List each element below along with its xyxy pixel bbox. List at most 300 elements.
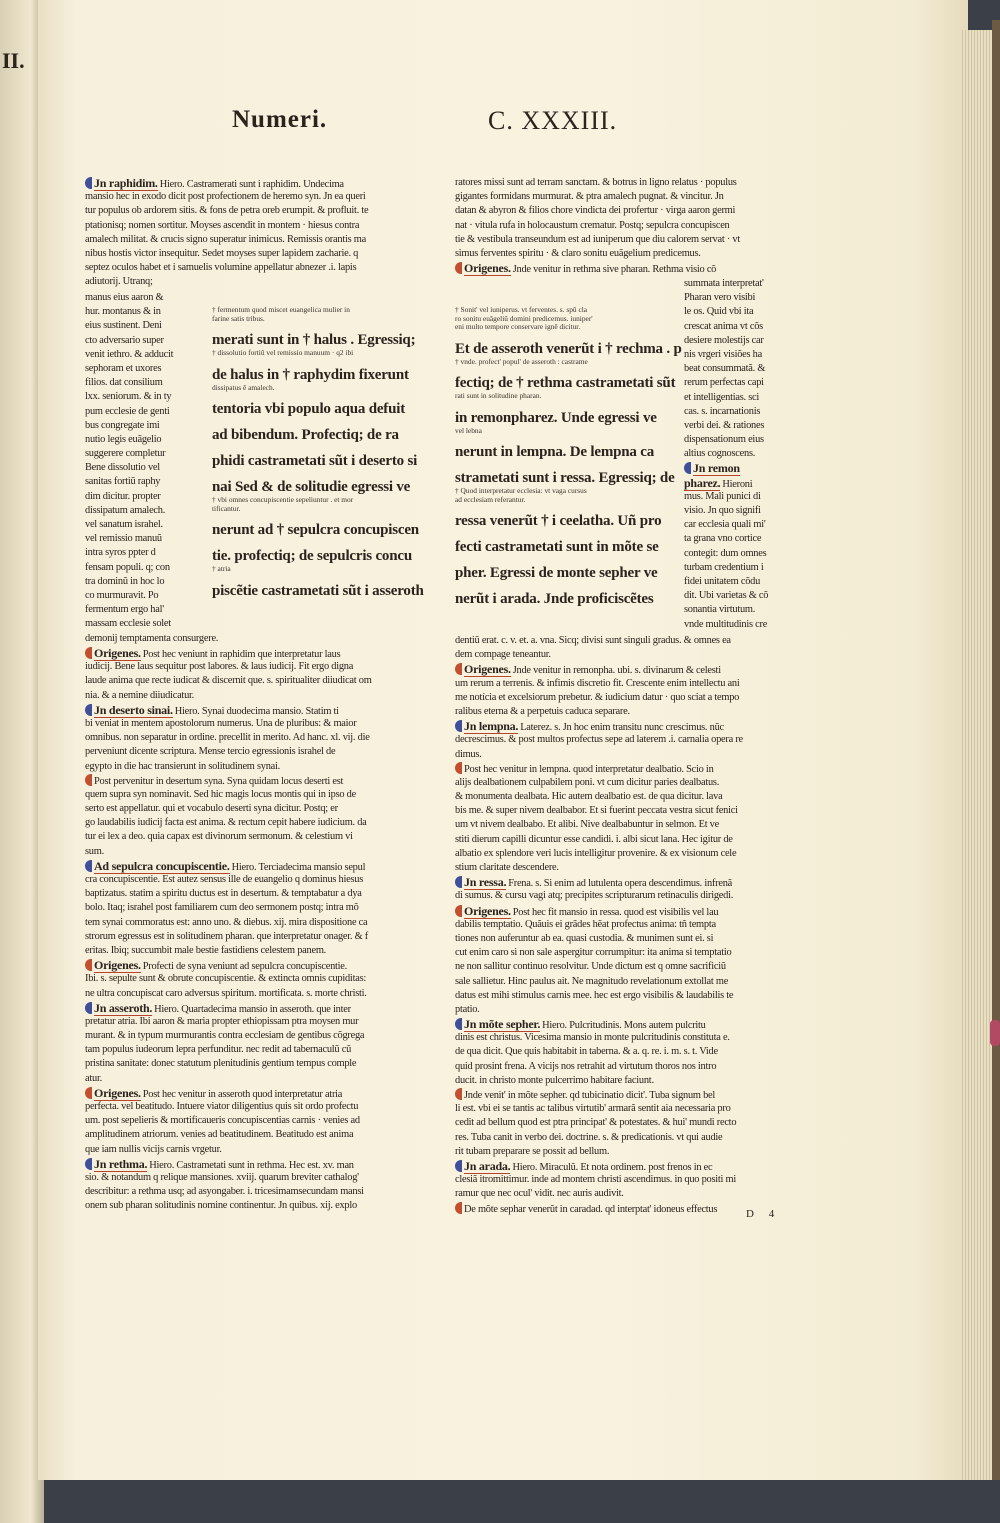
line-text: bis me. & super nivem dealbabor. Et si fuerint peccata vestra sicut fenici [455,805,738,817]
text-line [455,1102,783,1116]
line-text: altius cognoscens. [684,448,756,460]
text-line [85,291,181,305]
text-line [455,776,783,790]
text-line [455,1074,783,1088]
text-line [85,944,407,958]
text-line [85,1057,407,1071]
line-text: iudicij. Bene laus sequitur post labores. & laus iudicij. Fit ergo digna [85,661,354,673]
line-text: De mõte sephar venerũt in caradad. qd interptat' idoneus effectus [464,1203,718,1215]
line-text: datus est mihi stimulus carnis mee. hec est ergo visibilis & laudabilis te [455,989,734,1001]
left-bridge-line [85,632,407,646]
text-line [85,1199,407,1213]
text-line [85,816,407,830]
rubric-heading: Origenes. [464,261,511,276]
text-line [85,1114,407,1128]
line-text: perveniunt dicente scriptura. Mense tercio egressionis israhel de [85,746,336,758]
line-text: sonantia virtutum. [684,604,756,616]
text-line [455,1045,783,1059]
line-text: Jnde venitur in rethma sive pharan. Rethma visio cõ [512,264,717,276]
line-text: nis vrgeri visiões ha [684,348,762,360]
scripture-line: phidi castrametati sũt i deserto si [212,453,418,469]
scripture-line: in remonpharez. Unde egressi ve [455,409,657,426]
text-line [684,405,784,419]
text-line [455,204,783,218]
text-line [455,804,783,818]
line-text: um. post sepelieris & mortificaueris concupiscentias carnis · venies ad [85,1115,360,1127]
scripture-line: merati sunt in † halus . Egressiq; [212,332,416,348]
text-line [455,719,783,733]
line-text: turbam credentium i [684,561,764,573]
line-text: um rerum a terrenis. & infimis discretio fit. Crescente enim intellectu ani [455,677,740,689]
line-text: ducit. in christo monte pulcerrimo habitare faciunt. [455,1074,654,1086]
text-line [455,705,783,719]
text-line [85,717,407,731]
line-text: sale sallietur. Hinc paulus ait. Ne magnitudo revelationum extollat me [455,975,729,987]
text-line [85,802,407,816]
line-text: bi veniat in mentem apostolorum numerus. Una de pluribus: & maior [85,717,357,729]
line-text: pretatur atria. Ibi aaron & maria propter ethiopissam ptra moysen mur [85,1015,359,1027]
paragraph-initial-icon [85,704,92,716]
line-text: vel remissio manuũ [85,533,162,545]
scripture-line: de halus in † raphydim fixerunt [212,366,409,383]
line-text: Post hec venitur in asseroth quod interpretatur atria [142,1088,343,1100]
text-line [85,603,181,617]
line-text: nat · vitula rufa in holocaustum crematur. Postq; sepulcra concupiscen [455,219,730,231]
text-line [85,689,407,703]
line-text: Hiero. Castramerati sunt i raphidim. Undecima [159,179,344,190]
line-text: baptizatus. statim a spiritu ductus est in desertum. & temptabatur a dya [85,888,362,900]
text-line [85,546,181,560]
text-line [85,774,407,788]
line-text: dit. Ubi varietas & cõ [684,590,769,602]
line-text: tiones non auferuntur ab ea. quasi custodia. & munimen sunt ei. si [455,932,714,944]
text-line [684,362,784,376]
right-column-intro [455,176,783,275]
text-line [85,405,181,419]
text-line [85,617,181,631]
line-text: perfecta. vel beatitudo. Intuere viator diligentius quis sit ordo profectu [85,1101,359,1112]
line-text: eritas. Ibiq; succumbit male bestie fastidiens celestem panem. [85,944,327,956]
text-line [85,703,407,717]
text-line [455,960,783,974]
left-biblical-text [212,305,424,600]
text-line [455,1145,783,1159]
line-text: tam populus iudeorum lepra perfunditur. nec redit ad tabernaculũ cũ [85,1044,352,1056]
paragraph-initial-icon [455,1088,462,1100]
line-text: omnibus. non separatur in ordine. precellit in merito. Ad hanc. xl. vij. die [85,732,370,744]
text-line [455,1116,783,1130]
text-line [455,1060,783,1074]
text-line [85,204,407,218]
line-text: serto est appellatur. qui et vocabulo deserti syna dicitur. Postq; er [85,803,338,815]
line-text: stiti dierum capilli dicuntur esse candidi. i. albi sicut lana. Hec igitur de [455,833,733,845]
text-line [455,818,783,832]
line-text: cto adversario super [85,334,164,346]
line-text: albatio ex splendore veri lucis intelligitur provenire. & ex visionum cele [455,847,737,859]
paragraph-initial-icon [455,1202,462,1214]
paragraph-initial-icon [85,774,92,786]
line-text: cra concupiscentie. Est autez sensus ille de euangelio q dominus hiesus [85,874,364,885]
text-line [684,391,784,405]
line-text: li est. vbi ei se tantis ac talibus virtutib' armarã sentit aia necessaria pro [455,1103,731,1115]
scripture-line: fectiq; de † rethma castrametati sũt [455,375,676,391]
text-line [85,233,407,247]
line-text: go laudabilis iudicij facta est anima. & rectum cepit habere iudicium. da [85,817,367,829]
text-line [455,1173,783,1187]
text-line [85,887,407,901]
line-text: Post pervenitur in desertum syna. Syna quidam locus deserti est [94,775,344,787]
line-text: nutio legis euãgelio [85,433,162,445]
line-text: de qua dicit. Que quis habitabit in taberna. & a. q. re. i. m. s. t. Vide [455,1046,718,1058]
right-margin-commentary [684,277,784,632]
interlinear-gloss: † vnde. profect' popul' de asseroth : castrame [455,356,588,366]
text-line [455,677,783,691]
interlinear-gloss: eni multo tempore conservare ignẽ dicitur. [455,322,581,331]
paragraph-initial-icon [85,1158,92,1170]
text-line [455,1159,783,1173]
text-line [85,1001,407,1015]
text-line [455,975,783,989]
line-text: sum. [85,845,104,857]
text-line [684,461,784,475]
paragraph-initial-icon [455,262,462,274]
text-line [455,790,783,804]
scripture-line: tie. profectiq; de sepulcris concu [212,548,412,564]
line-text: dinis est christus. Vicesima mansio in monte pulcritudinis constituta e. [455,1032,730,1044]
line-text: hur. montanus & in [85,306,161,318]
text-line [684,532,784,546]
text-line [85,1100,407,1114]
interlinear-gloss: † dissolutio fortiũ vel remissio manuum · q2 ibi [212,348,354,357]
line-text: suggerere completur [85,448,166,460]
line-text: co murmuravit. Po [85,589,159,601]
scripture-line: nerũt i arada. Jnde proficiscẽtes [455,591,654,607]
line-text: intra syros ppter d [85,547,156,559]
text-line [455,261,783,275]
line-text: lxx. seniorum. & in ty [85,391,172,403]
line-text: Post hec fit mansio in ressa. quod est visibilis vel lau [512,906,719,918]
text-line [684,561,784,575]
text-line [455,233,783,247]
line-text: cut enim caro si non sale aspergitur corrumpitur: ita anima si temptatio [455,947,732,959]
line-text: beat consummatã. & [684,363,766,375]
text-line [85,859,407,873]
line-text: visio. Jn quo signifi [684,505,761,516]
line-text: Hiero. Terciadecima mansio sepul [231,861,366,873]
line-text: Jnde venit' in mõte sepher. qd tubicinatio dicit'. Tuba signum bel [464,1090,716,1101]
text-line [85,447,181,461]
line-text: me notícia et excelsiorum prebetur. & iudicium datur · quo sciat a tempo [455,691,740,703]
line-text: & monumenta dealbata. Hic autem dealbatio est. de qua dicitur. lava [455,791,723,803]
interlinear-gloss: † atria [212,564,231,573]
scripture-line: piscẽtie castrametati sũt i asseroth [212,582,424,599]
interlinear-gloss: vel lebna [455,425,482,435]
line-text: massam ecclesie solet [85,618,171,630]
line-text: clesiã itromittimur. inde ad montem christi ascendimus. in quo positi mi [455,1174,736,1186]
text-line [85,190,407,204]
paragraph-initial-icon [455,1018,462,1030]
text-line [85,275,407,289]
rubric-heading: Jn arada. [464,1158,511,1173]
left-column-intro [85,176,407,290]
line-text: contegit: dum omnes [684,547,767,559]
text-line [85,830,407,844]
line-text: Profecti de syna veniunt ad sepulcra concupiscentie. [142,961,348,973]
paragraph-initial-icon [455,905,462,917]
text-line [85,1043,407,1057]
interlinear-gloss: tificantur. [212,503,241,513]
text-line [684,476,784,490]
line-text: desiere molestijs car [684,334,764,346]
text-line [455,662,783,676]
line-text: cas. s. incarnationis [684,405,761,417]
text-line [85,760,407,774]
rubric-heading: Jn ressa. [464,875,507,890]
text-line [455,918,783,932]
text-line [684,320,784,334]
scripture-line: pher. Egressi de monte sepher ve [455,565,658,581]
text-line [455,1131,783,1145]
text-line [455,847,783,861]
text-line [684,291,784,305]
line-text: dimus. [455,748,482,760]
line-text: tem synai commoratus est: anno uno. & diebus. xij. mira dispositione ca [85,916,368,928]
line-text: quem supra syn nominavit. Sed hic magis locus montis qui in ipso de [85,788,356,800]
text-line [684,376,784,390]
line-text: ne ultra concupiscat caro adversus spiritum. mortificata. s. morte christi. [85,987,367,999]
line-text: summata interpretat' [684,278,764,289]
rubric-heading: Jn raphidim. [94,176,158,190]
rubric-heading: Jn mõte sepher. [464,1017,541,1032]
text-line [684,419,784,433]
line-text: tie & vestibula transeundum est ad iuniperum que diu calorem servat · vt [455,233,740,245]
text-line [455,1187,783,1201]
line-text: atur. [85,1072,102,1084]
line-text: mansio hec in exodo dicit post profectionem de heremo syn. Jn ea queri [85,191,366,203]
text-line [455,176,783,190]
text-line [85,845,407,859]
interlinear-gloss: † Sonit' vel iuniperus. vt ferventes. s. spũ cla [455,305,588,314]
bookmark-ribbon [990,1020,1000,1046]
scripture-line: fecti castrametati sunt in mõte se [455,539,659,555]
text-line [455,648,783,662]
text-line [85,745,407,759]
text-line [455,989,783,1003]
text-line [85,261,407,275]
line-text: Frena. s. Si enim ad lutulenta opera descendimus. infrenã [508,878,733,890]
line-text: quid prosint frena. A vicijs nos retrahit ad virtutum thoros nos intro [455,1060,717,1072]
text-line [85,788,407,802]
rubric-heading: Origenes. [94,1085,141,1100]
line-text: onem sub pharan solitudinis nomine continentur. Jn quibus. xij. explo [85,1200,357,1212]
text-line [455,1003,783,1017]
line-text: simus ferventes spiritu · & claro sonitu euãgelium predicemus. [455,247,701,259]
rubric-heading: Origenes. [94,958,141,973]
line-text: sanitas fortiũ raphy [85,476,161,488]
text-line [455,946,783,960]
line-text: laude anima que recte iudicat & discernit que. s. spiritualiter diiudicat om [85,675,372,687]
text-line [85,972,407,986]
text-line [455,733,783,747]
text-line [85,1157,407,1171]
text-line [455,1202,783,1216]
text-line [85,475,181,489]
signature-mark: D 4 [746,1208,781,1220]
line-text: amalech militat. & crucis signo superatur inimicus. Remissis orantis ma [85,233,366,245]
interlinear-gloss: † vbi omnes concupiscentie sepeliuntur . et mor [212,495,354,504]
text-line [684,433,784,447]
line-text: datan & abyron & filios chore vindicta dei profertur · virga aaron germi [455,205,736,217]
text-line [85,958,407,972]
text-line [85,901,407,915]
line-text: tra dominũ in hoc lo [85,575,165,587]
text-line [85,532,181,546]
text-line [684,547,784,561]
text-line [85,660,407,674]
scripture-line: ad bibendum. Profectiq; de ra [212,427,399,443]
paragraph-initial-icon [455,876,462,888]
text-line [85,987,407,1001]
text-line [85,518,181,532]
text-line [85,504,181,518]
interlinear-gloss: farine satis tribus. [212,313,265,323]
line-text: ne non sallitur continuo resolvitur. Unde dictum est q omne sacrificiũ [455,961,726,973]
line-text: decrescimus. & post multos profectus sepe ad laterem .i. carnalia opera re [455,734,743,746]
line-text: car ecclesia quali mi' [684,519,766,531]
line-text: ptatio. [455,1003,480,1015]
line-text: dabilis temptatio. Quãuis ei grãdes hẽat profectus anima: tñ tempta [455,918,716,930]
paragraph-initial-icon [85,959,92,971]
text-line [455,889,783,903]
rubric-heading: Origenes. [464,662,511,677]
line-text: res. Tuba canit in verbo dei. doctrine. s. & predicationis. vt qui audie [455,1131,723,1143]
text-line [455,833,783,847]
text-line [85,247,407,261]
text-line [85,916,407,930]
text-line [85,873,407,887]
line-text: describitur: a rethma usq; ad asyongaber. i. tricesimamsecundam mansi [85,1186,364,1198]
line-text: Jnde venitur in remonpha. ubi. s. divinarum & celesti [512,665,721,677]
text-line [684,447,784,461]
text-line [684,618,784,632]
paragraph-initial-icon [684,462,691,474]
line-text: Bene dissolutio vel [85,462,160,474]
text-line [85,731,407,745]
text-line [455,691,783,705]
line-text: vnde multitudinis cre [684,618,768,630]
line-text: crescat anima vt cõs [684,320,763,332]
text-line [85,930,407,944]
line-text: Hieroni [722,478,753,490]
line-text: di sumus. & cursu vagi atq; precipites scripturarum retinaculis dirigedi. [455,890,734,902]
scripture-line: nerunt ad † sepulcra concupiscen [212,522,419,538]
text-line [85,1086,407,1100]
line-text: septez oculos habet et i samuelis volumine appellatur abnezer .i. lapis [85,262,357,274]
line-text: dentiũ erat. c. v. et. a. vna. Sicq; divisi sunt singuli gradus. & omnes ea [455,635,731,646]
text-line [85,674,407,688]
scripture-line: tentoria vbi populo aqua defuit [212,401,406,417]
line-text: dissipatum amalech. [85,504,166,516]
line-text: Post hec venitur in lempna. quod interpretatur dealbatio. Scio in [464,763,714,775]
line-text: Post hec veniunt in raphidim que interpretatur laus [142,649,341,660]
text-line [684,277,784,291]
line-text: rerum perfectas capi [684,377,764,389]
line-text: Hiero. Quartadecima mansio in asseroth. que inter [154,1003,351,1015]
interlinear-gloss: rati sunt in solitudine pharan. [455,391,542,400]
book-cover-edge [992,20,1000,1480]
text-line [85,433,181,447]
paragraph-initial-icon [455,762,462,774]
text-line [455,875,783,889]
text-line [85,575,181,589]
line-text: um vt nivem dealbabo. Et alibi. Nive dealbabuntur in selmon. Et ve [455,819,719,831]
line-text: adiutorij. Utranq; [85,276,153,288]
right-column-commentary [455,634,783,1216]
line-text: pristina sanitate: donec statutum plenitudinis gentium tempus comple [85,1058,357,1070]
rubric-heading: Origenes. [464,903,511,918]
line-text: filios. dat consilium [85,377,163,389]
text-line [85,390,181,404]
text-line [455,190,783,204]
right-biblical-text [455,305,682,608]
line-text: stium claritate descendere. [455,862,559,873]
text-line [85,1143,407,1157]
line-text: le os. Quid vbi ita [684,306,754,318]
line-text: rit tubam preparare se possit ad bellum. [455,1145,610,1157]
text-line [455,219,783,233]
line-text: bus congregate imi [85,419,160,431]
rubric-heading: Jn lempna. [464,719,519,734]
rubric-heading: Jn asseroth. [94,1000,153,1015]
rubric-heading: Origenes. [94,646,141,660]
text-line [85,1072,407,1086]
text-line [684,504,784,518]
line-text: Hiero. Miraculũ. Et nota ordinem. post frenos in ec [512,1161,713,1173]
text-line [684,518,784,532]
running-head-chapter: C. XXXIII. [488,106,618,135]
line-text: ptationisq; nomen sortitur. Moyses ascendit in montem · hiesus contra [85,219,360,231]
rubric-heading: pharez. [684,475,721,490]
line-text: nibus hostis victor insequitur. Sedet moyses super lapidem zacharie. q [85,247,359,259]
text-line [684,603,784,617]
line-text: strorum egressus est in solitudinem pharan. que interpretatur onager. & f [85,930,369,942]
line-text: fidei unitatem cõdu [684,575,761,587]
text-line [455,1017,783,1031]
paragraph-initial-icon [85,1087,92,1099]
rubric-heading: Jn rethma. [94,1156,148,1171]
paragraph-initial-icon [85,1002,92,1014]
text-line [455,1031,783,1045]
line-text: alijs dealbationem culpabilem poni. vt cum dicitur paries dealbatus. [455,776,720,788]
paragraph-initial-icon [85,860,92,872]
text-line: demonij temptamenta consurgere. [85,633,219,644]
line-text: Ibi. s. sepulte sunt & obrute concupiscentie. & extincta omnis cupiditas: [85,973,366,985]
text-line [455,1088,783,1102]
paragraph-initial-icon [455,720,462,732]
line-text: dim dicitur. propter [85,490,161,502]
interlinear-gloss: dissipatus ẽ amalech. [212,382,275,392]
rubric-heading: Ad sepulcra concupiscentie. [94,858,230,873]
text-line [85,1015,407,1029]
text-line [455,762,783,776]
interlinear-gloss: ad ecclesiam referantur. [455,494,526,504]
rubric-heading: Jn deserto sinai. [94,702,173,717]
line-text: manus eius aaron & [85,292,164,303]
text-line [85,348,181,362]
line-text: Pharan vero visibi [684,292,756,304]
text-line [85,1128,407,1142]
paragraph-initial-icon [455,1160,462,1172]
